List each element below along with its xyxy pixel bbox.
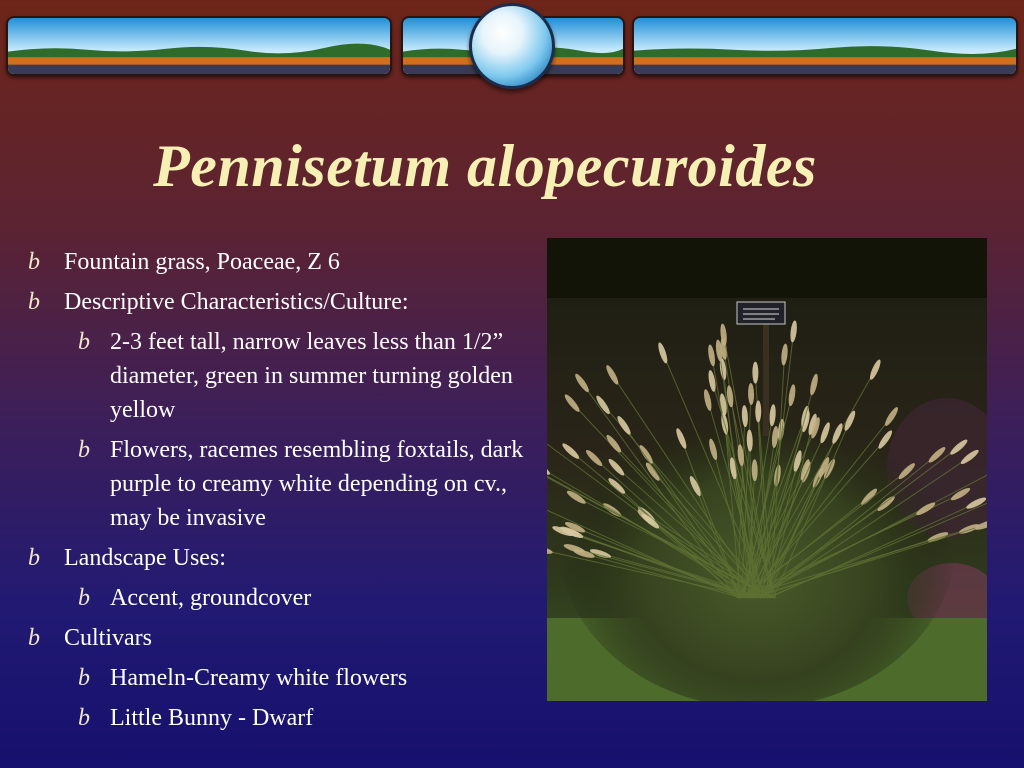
bullet-glyph-icon: b bbox=[28, 249, 40, 275]
bullet-glyph-icon: b bbox=[78, 665, 90, 691]
bullet-text: 2-3 feet tall, narrow leaves less than 1/2” diameter, green in summer turning golden yellow bbox=[110, 329, 513, 423]
sub-bullet-item bbox=[28, 325, 528, 427]
bullet-item bbox=[28, 541, 528, 575]
sub-bullet-item bbox=[28, 661, 528, 695]
globe-emblem-icon bbox=[469, 3, 555, 89]
sub-bullet-item bbox=[28, 581, 528, 615]
bullet-text: Cultivars bbox=[64, 625, 152, 651]
sub-bullet-item bbox=[28, 433, 528, 535]
fountain-grass-photo bbox=[547, 238, 987, 701]
bullet-glyph-icon: b bbox=[78, 329, 90, 355]
bullet-glyph-icon: b bbox=[78, 437, 90, 463]
bullet-text: Fountain grass, Poaceae, Z 6 bbox=[64, 249, 340, 275]
slide-title: Pennisetum alopecuroides bbox=[153, 133, 817, 199]
bullet-glyph-icon: b bbox=[78, 705, 90, 731]
bullet-glyph-icon: b bbox=[28, 625, 40, 651]
bullet-text: Accent, groundcover bbox=[110, 585, 312, 611]
bullet-item bbox=[28, 621, 528, 655]
header-banner-left bbox=[6, 16, 392, 76]
bullet-item bbox=[28, 285, 528, 319]
bullet-text: Little Bunny - Dwarf bbox=[110, 705, 314, 731]
bullet-text: Descriptive Characteristics/Culture: bbox=[64, 289, 409, 315]
bullet-glyph-icon: b bbox=[28, 289, 40, 315]
bullet-item bbox=[28, 245, 528, 279]
bullet-glyph-icon: b bbox=[28, 545, 40, 571]
header-banner-right bbox=[632, 16, 1018, 76]
bullet-glyph-icon: b bbox=[78, 585, 90, 611]
bullet-text: Hameln-Creamy white flowers bbox=[110, 665, 408, 691]
bullet-list bbox=[28, 245, 528, 741]
bullet-text: Flowers, racemes resembling foxtails, dark purple to creamy white depending on cv., may be invasive bbox=[110, 437, 524, 531]
sub-bullet-item bbox=[28, 701, 528, 735]
bullet-text: Landscape Uses: bbox=[64, 545, 226, 571]
